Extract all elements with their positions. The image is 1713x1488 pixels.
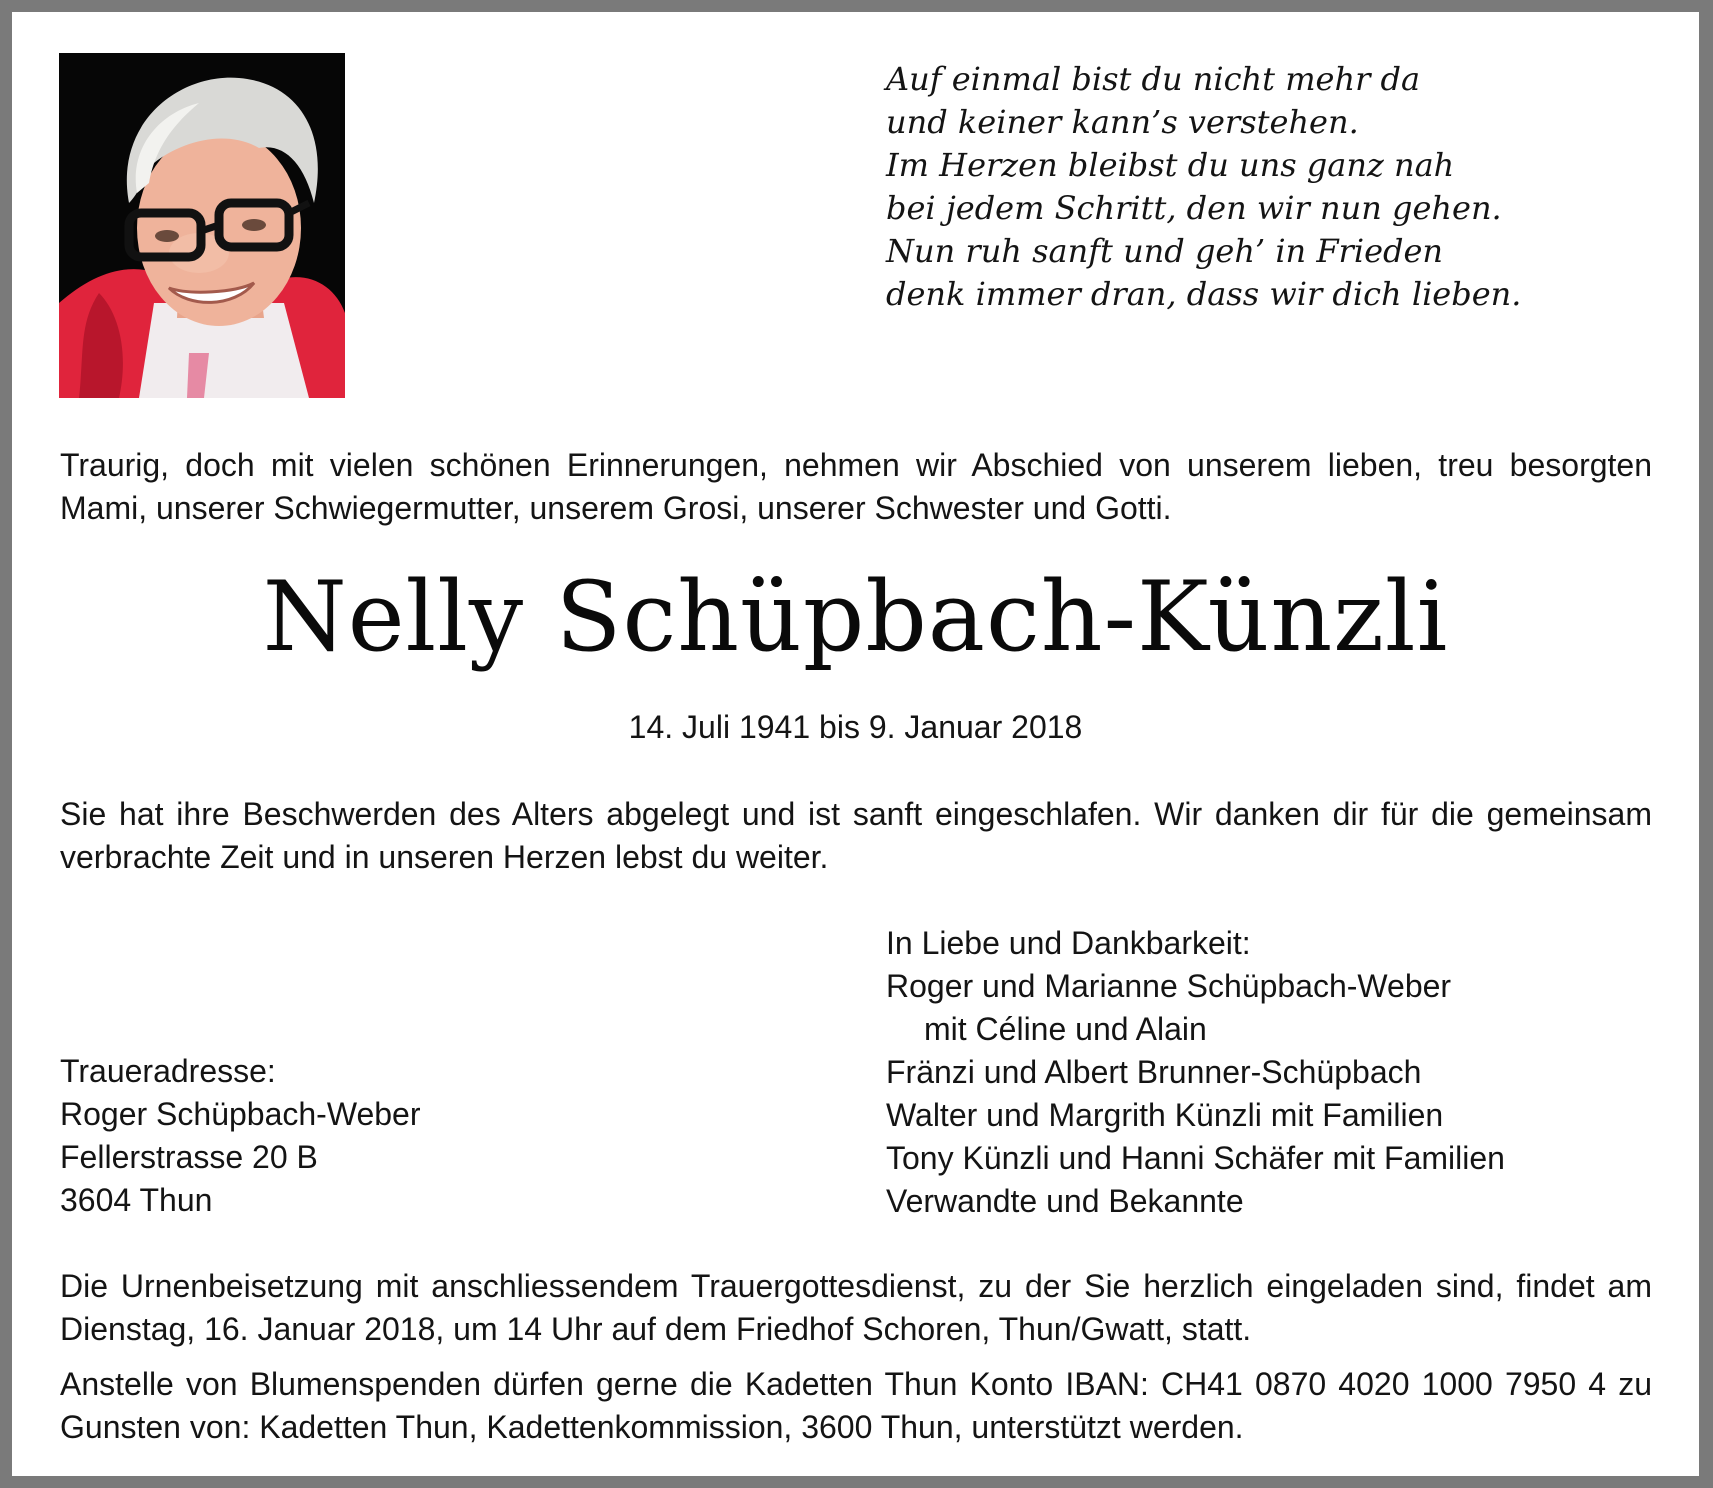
- obituary-notice: [12, 12, 1699, 1476]
- address-label: Traueradresse:: [60, 1053, 276, 1089]
- mourner-line: Roger und Marianne Schüpbach-Weber: [886, 968, 1452, 1004]
- intro-paragraph: Traurig, doch mit vielen schönen Erinnerungen, nehmen wir Abschied von unserem lieben, treu besorgten Mami, unserer Schwiegermutter, unserem Grosi, unserer Schwester und Gotti.: [60, 447, 1652, 526]
- deceased-name: Nelly Schüpbach-Künzli: [262, 561, 1449, 673]
- life-dates: 14. Juli 1941 bis 9. Januar 2018: [628, 709, 1083, 745]
- memorial-poem: [886, 58, 1586, 316]
- mourners-list: [886, 922, 1505, 1223]
- mourner-line: Verwandte und Bekannte: [886, 1183, 1244, 1219]
- mourner-line: Walter und Margrith Künzli mit Familien: [886, 1097, 1444, 1133]
- poem-line: Im Herzen bleibst du uns ganz nah: [886, 146, 1455, 184]
- mourner-line: mit Céline und Alain: [924, 1011, 1207, 1047]
- poem-line: denk immer dran, dass wir dich lieben.: [886, 275, 1522, 313]
- address-name: Roger Schüpbach-Weber: [60, 1096, 421, 1132]
- poem-line: bei jedem Schritt, den wir nun gehen.: [886, 189, 1502, 227]
- poem-line: Nun ruh sanft und geh’ in Frieden: [886, 232, 1444, 270]
- burial-notice: Die Urnenbeisetzung mit anschliessendem Trauergottesdienst, zu der Sie herzlich eingeladen sind, findet am Dienstag, 16. Januar 2018, um 14 Uhr auf dem Friedhof Schoren, Thun/Gwatt, statt.: [60, 1268, 1652, 1347]
- donation-notice: Anstelle von Blumenspenden dürfen gerne die Kadetten Thun Konto IBAN: CH41 0870 4020 1000 7950 4 zu Gunsten von: Kadetten Thun, Kadettenkommission, 3600 Thun, unterstützt werden.: [60, 1366, 1652, 1445]
- address-city: 3604 Thun: [60, 1182, 213, 1218]
- mourners-heading: In Liebe und Dankbarkeit:: [886, 925, 1251, 961]
- mourner-line: Fränzi und Albert Brunner-Schüpbach: [886, 1054, 1422, 1090]
- mourning-address: [60, 1050, 421, 1222]
- portrait-photo: [59, 53, 345, 398]
- farewell-message: Sie hat ihre Beschwerden des Alters abgelegt und ist sanft eingeschlafen. Wir danken dir für die gemeinsam verbrachte Zeit und in unseren Herzen lebst du weiter.: [60, 796, 1652, 875]
- address-street: Fellerstrasse 20 B: [60, 1139, 318, 1175]
- poem-line: und keiner kann’s verstehen.: [886, 103, 1359, 141]
- poem-line: Auf einmal bist du nicht mehr da: [886, 60, 1421, 98]
- mourner-line: Tony Künzli und Hanni Schäfer mit Familien: [886, 1140, 1505, 1176]
